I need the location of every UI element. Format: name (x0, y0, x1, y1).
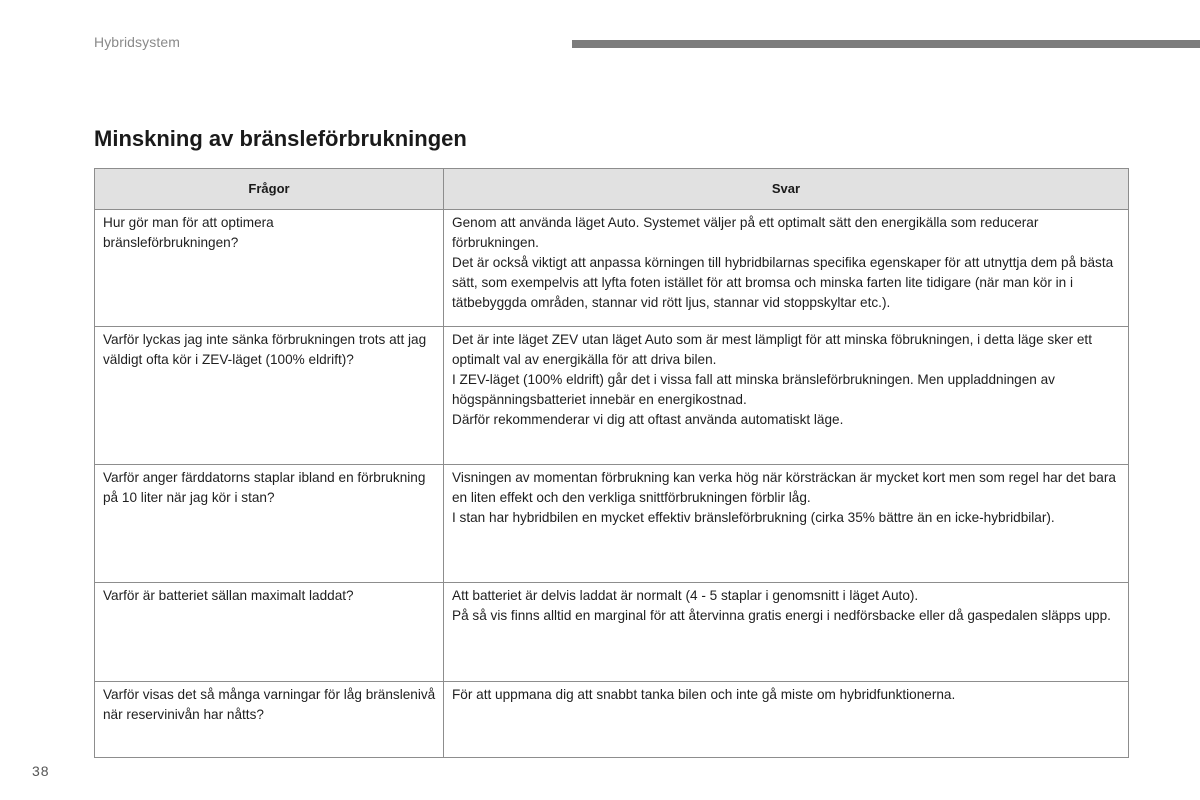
question-cell: Varför anger färddatorns staplar ibland en förbrukning på 10 liter när jag kör i stan? (95, 465, 444, 583)
table-row (95, 465, 1129, 583)
answer-paragraph: Genom att använda läget Auto. Systemet väljer på ett optimalt sätt den energikälla som reducerar förbrukningen. (452, 215, 1039, 250)
question-cell: Varför lyckas jag inte sänka förbrukningen trots att jag väldigt ofta kör i ZEV-läget (100% eldrift)? (95, 327, 444, 465)
table-row (95, 583, 1129, 682)
answer-cell (444, 210, 1129, 327)
page-title: Minskning av bränsleförbrukningen (94, 126, 467, 151)
answer-cell (444, 583, 1129, 682)
faq-table (94, 168, 1129, 758)
header-bar (572, 40, 1200, 48)
answer-paragraph: Det är också viktigt att anpassa körningen till hybridbilarnas specifika egenskaper för att utnyttja dem på bästa sätt, som exempelvis att lyfta foten istället för att bromsa och minska farten lite tidigare (när man kör in i tätbebyggda områden, stannar vid rött ljus, stannar vid stoppskyltar etc.). (452, 255, 1114, 310)
answer-paragraph: Visningen av momentan förbrukning kan verka hög när körsträckan är mycket kort men som regel har det bara en liten effekt och den verkliga snittförbrukningen förblir låg. (452, 470, 1116, 505)
answer-paragraph: På så vis finns alltid en marginal för att återvinna gratis energi i nedförsbacke eller då gaspedalen släpps upp. (452, 608, 1111, 623)
answer-paragraph: Därför rekommenderar vi dig att oftast använda automatiskt läge. (452, 412, 844, 427)
question-cell: Varför visas det så många varningar för låg bränslenivå när reservinivån har nåtts? (95, 682, 444, 758)
answer-paragraph: Det är inte läget ZEV utan läget Auto som är mest lämpligt för att minska föbrukningen, i detta läge sker ett optimalt val av energikälla för att driva bilen. (452, 332, 1092, 367)
answer-paragraph: I stan har hybridbilen en mycket effektiv bränsleförbrukning (cirka 35% bättre än en icke-hybridbilar). (452, 510, 1055, 525)
answer-paragraph: Att batteriet är delvis laddat är normalt (4 - 5 staplar i genomsnitt i läget Auto). (452, 588, 919, 603)
answer-cell (444, 682, 1129, 758)
answer-cell (444, 327, 1129, 465)
table-row (95, 210, 1129, 327)
answer-paragraph: För att uppmana dig att snabbt tanka bilen och inte gå miste om hybridfunktionerna. (452, 687, 956, 702)
table-header-row (95, 169, 1129, 210)
section-label: Hybridsystem (94, 34, 180, 50)
question-cell: Hur gör man för att optimera bränsleförbrukningen? (95, 210, 444, 327)
answer-paragraph: I ZEV-läget (100% eldrift) går det i vissa fall att minska bränsleförbrukningen. Men uppladdningen av högspänningsbatteriet innebär en energikostnad. (452, 372, 1055, 407)
answer-cell (444, 465, 1129, 583)
column-header-questions: Frågor (95, 169, 444, 210)
page-number: 38 (32, 763, 50, 779)
table-row (95, 327, 1129, 465)
column-header-answers: Svar (444, 169, 1129, 210)
table-row (95, 682, 1129, 758)
question-cell: Varför är batteriet sällan maximalt laddat? (95, 583, 444, 682)
